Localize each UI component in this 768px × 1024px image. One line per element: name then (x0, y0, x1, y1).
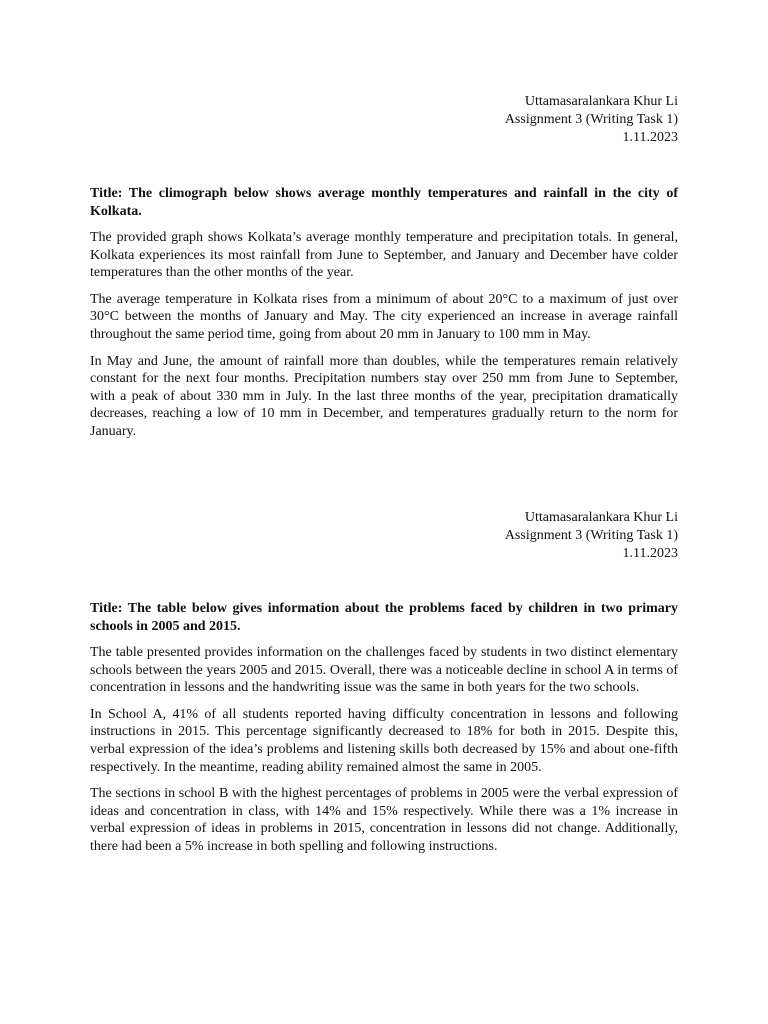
essay-paragraph: The sections in school B with the highest percentages of problems in 2005 were the verbal expression of ideas and concentration in class, with 14% and 15% respectively. While there was a 1% increase in verbal expression of ideas in problems in 2015, concentration in lessons did not change. Additionally, there had been a 5% increase in both spelling and following instructions. (90, 786, 678, 854)
assignment-header (90, 93, 678, 147)
assignment-date: 1.11.2023 (622, 546, 678, 561)
essay-paragraph: The average temperature in Kolkata rises from a minimum of about 20°C to a maximum of just over 30°C between the months of January and May. The city experienced an increase in average rainfall throughout the same period time, going from about 20 mm in January to 100 mm in May. (90, 291, 678, 342)
author-name: Uttamasaralankara Khur Li (524, 94, 678, 109)
essay-title: Title: The table below gives information about the problems faced by children in two primary schools in 2005 and 2015. (90, 601, 678, 634)
essay-paragraph: The table presented provides information on the challenges faced by students in two distinct elementary schools between the years 2005 and 2015. Overall, there was a noticeable decline in school A in terms of concentration in lessons and the handwriting issue was the same in both years for the two schools. (90, 645, 678, 696)
essay-paragraph: In May and June, the amount of rainfall more than doubles, while the temperatures remain relatively constant for the next four months. Precipitation numbers stay over 250 mm from June to September, with a peak of about 330 mm in July. In the last three months of the year, precipitation dramatically decreases, reaching a low of 10 mm in December, and temperatures gradually return to the norm for January. (90, 353, 678, 439)
assignment-section-table (90, 509, 678, 856)
assignment-date: 1.11.2023 (622, 130, 678, 145)
assignment-section-climograph (90, 93, 678, 441)
author-name: Uttamasaralankara Khur Li (524, 510, 678, 525)
assignment-label: Assignment 3 (Writing Task 1) (504, 112, 678, 127)
essay-paragraph: In School A, 41% of all students reported having difficulty concentration in lessons and following instructions in 2015. This percentage significantly decreased to 18% for both in 2015. Despite this, verbal expression of the idea’s problems and listening skills both decreased by 15% and about one-fifth respectively. In the meantime, reading ability remained almost the same in 2005. (90, 706, 678, 775)
assignment-header (90, 509, 678, 563)
essay-title: Title: The climograph below shows average monthly temperatures and rainfall in the city of Kolkata. (90, 186, 678, 219)
assignment-label: Assignment 3 (Writing Task 1) (504, 528, 678, 543)
essay-paragraph: The provided graph shows Kolkata’s average monthly temperature and precipitation totals. In general, Kolkata experiences its most rainfall from June to September, and January and December have colder temperatures than the other months of the year. (90, 230, 678, 281)
